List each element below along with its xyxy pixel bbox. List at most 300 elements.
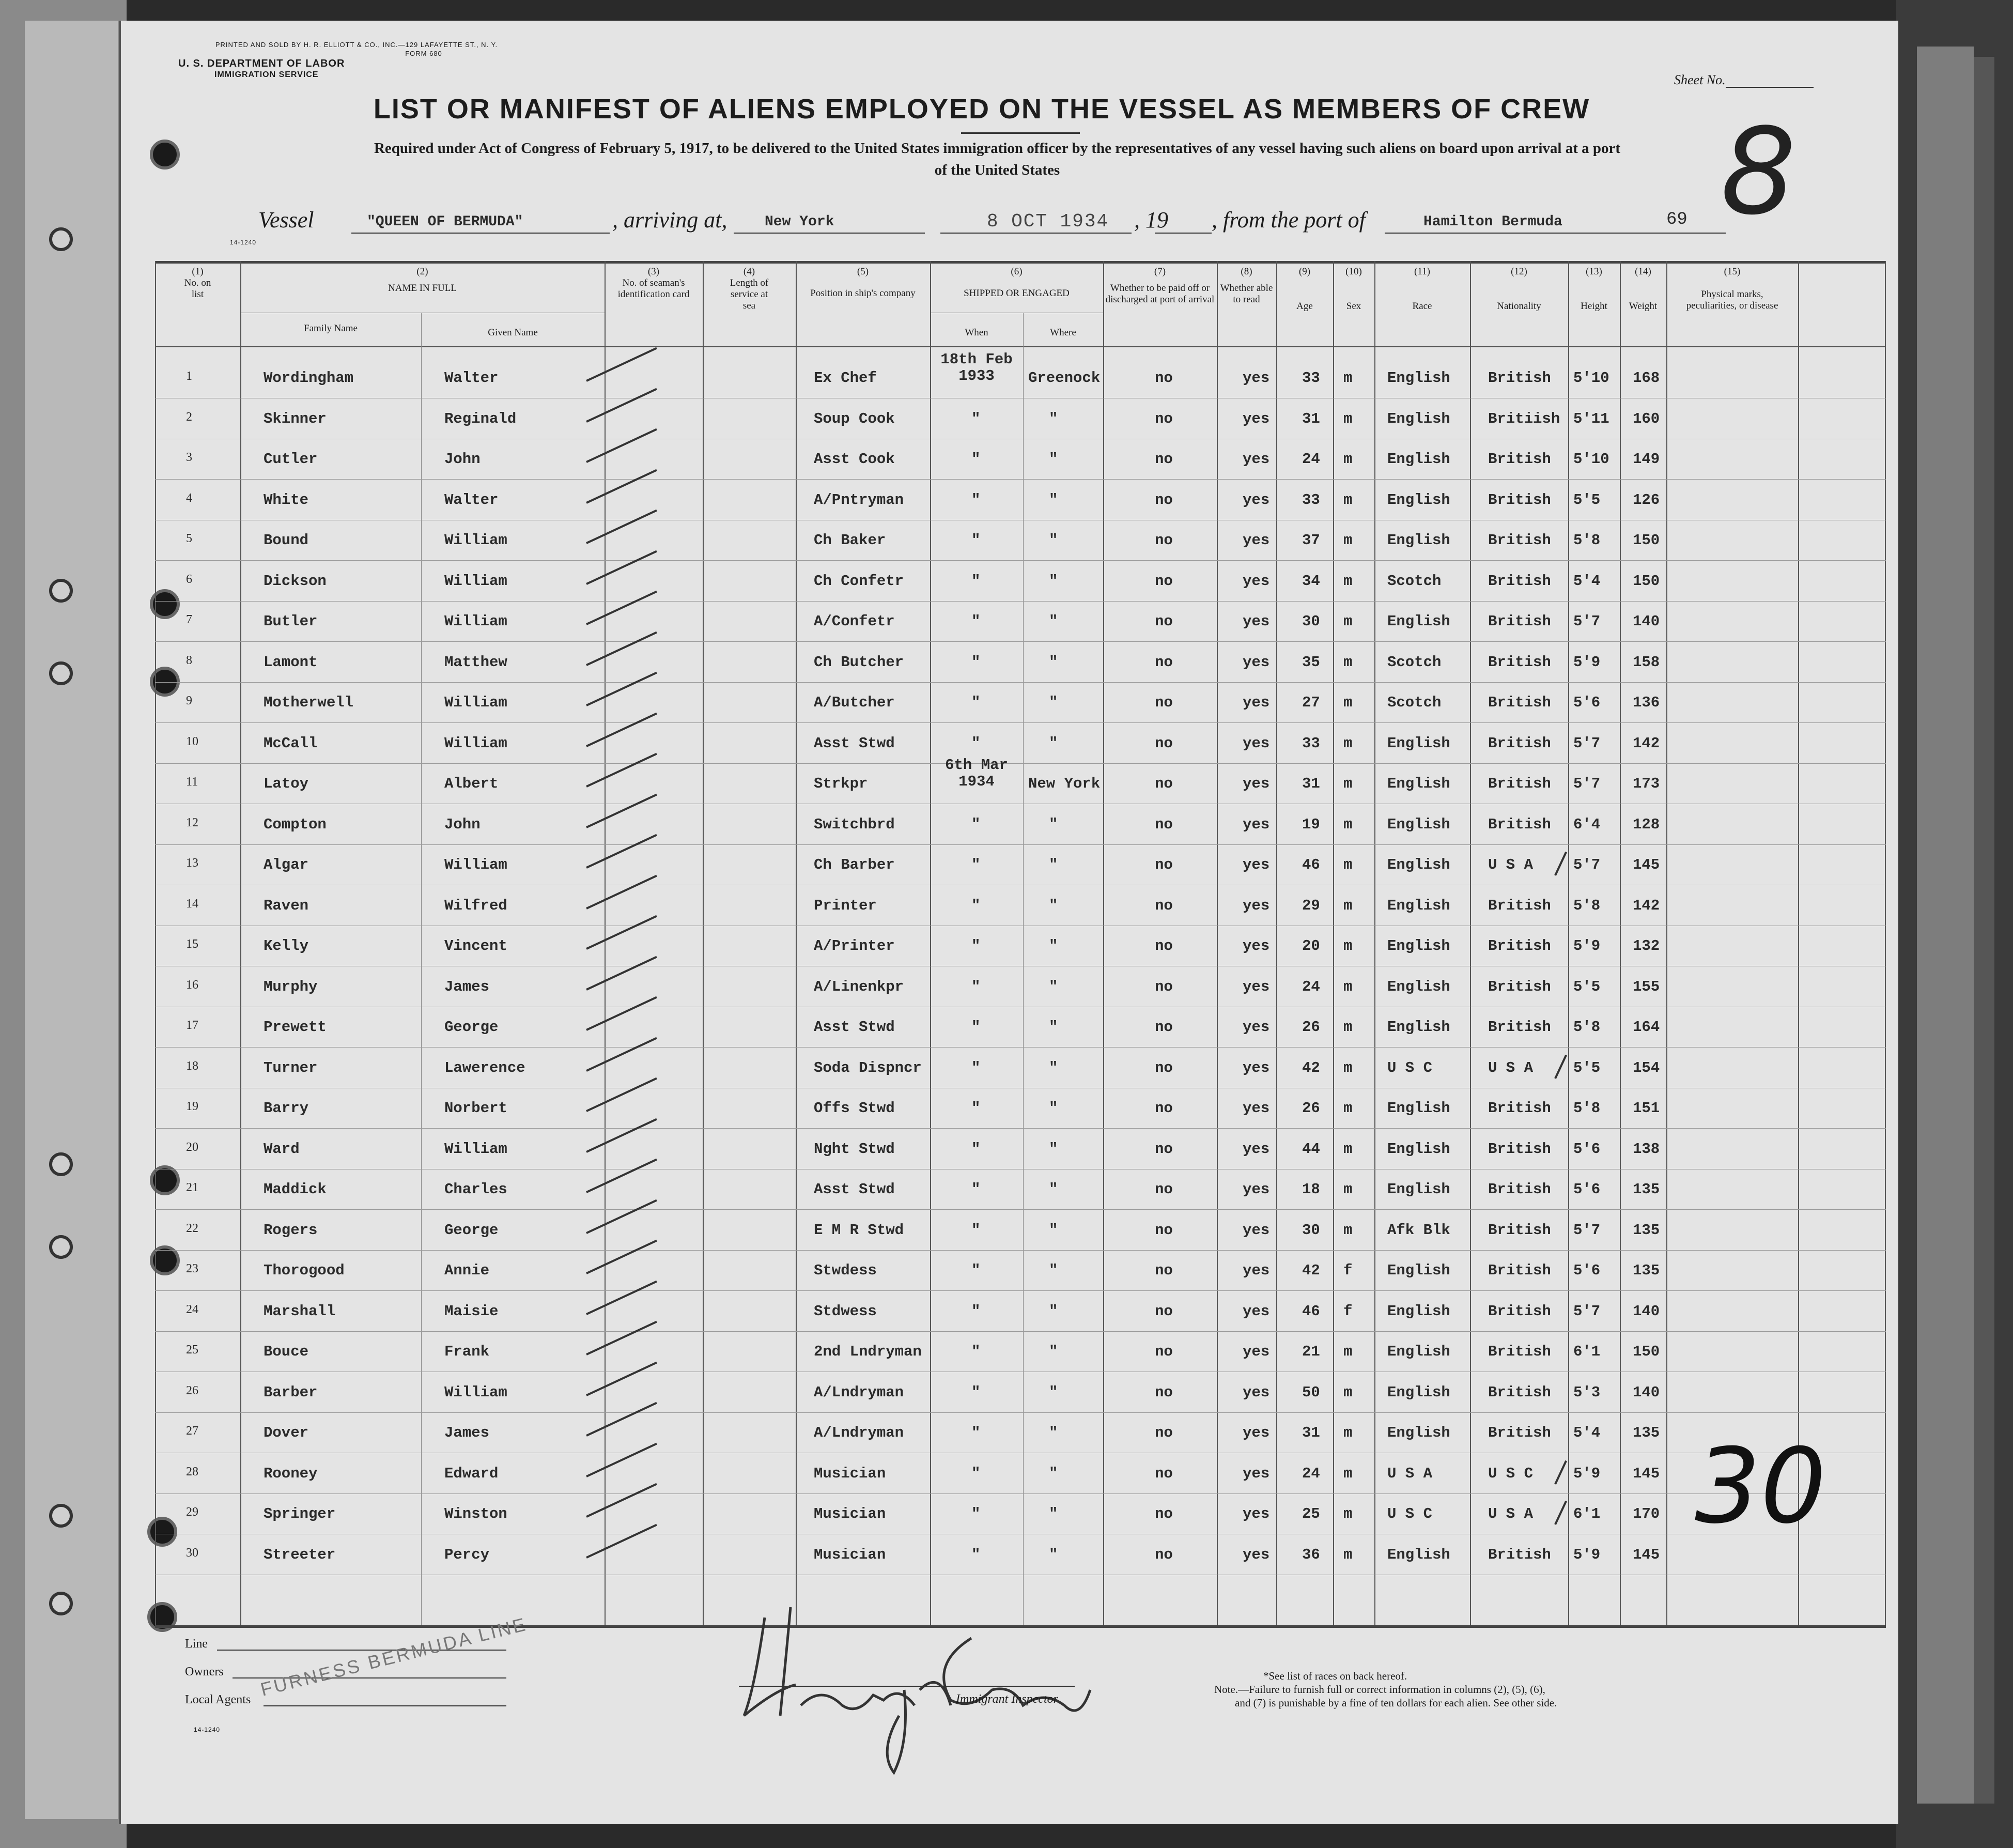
cell-age: 24 bbox=[1302, 978, 1320, 995]
cell-nationality: British bbox=[1488, 1343, 1551, 1360]
cell-nationality: British bbox=[1488, 653, 1551, 671]
cell-height: 5'8 bbox=[1573, 1019, 1601, 1036]
cell-where: New York bbox=[1028, 775, 1101, 792]
cell-weight: 164 bbox=[1633, 1019, 1660, 1036]
col-header-when: When bbox=[965, 327, 988, 338]
cell-position: Asst Stwd bbox=[814, 1019, 895, 1036]
cell-family: White bbox=[264, 491, 309, 509]
cell-given: Vincent bbox=[444, 937, 507, 954]
cell-family: Bouce bbox=[264, 1343, 309, 1360]
cell-when: " bbox=[971, 1100, 981, 1117]
cell-nationality: British bbox=[1488, 897, 1551, 914]
cell-weight: 136 bbox=[1633, 694, 1660, 711]
cell-weight: 142 bbox=[1633, 897, 1660, 914]
cell-family: Rogers bbox=[264, 1221, 318, 1239]
cell-no: 27 bbox=[186, 1424, 198, 1438]
cell-where: " bbox=[1049, 1465, 1058, 1482]
cell-nationality: British bbox=[1488, 1302, 1551, 1320]
cell-age: 19 bbox=[1302, 815, 1320, 833]
cell-position: Soda Dispncr bbox=[814, 1059, 922, 1076]
cell-race: English bbox=[1387, 1424, 1450, 1441]
cell-read: yes bbox=[1243, 1343, 1270, 1360]
cell-race: English bbox=[1387, 897, 1450, 914]
cell-nationality: British bbox=[1488, 1019, 1551, 1036]
table-row bbox=[155, 603, 1886, 639]
cell-when: " bbox=[971, 978, 981, 995]
cell-family: Cutler bbox=[264, 451, 318, 468]
cell-position: A/Confetr bbox=[814, 613, 895, 630]
cell-age: 42 bbox=[1302, 1262, 1320, 1279]
cell-where: " bbox=[1049, 1059, 1058, 1076]
cell-paid: no bbox=[1155, 937, 1173, 954]
cell-nationality: British bbox=[1488, 1181, 1551, 1198]
row-rule bbox=[155, 1412, 1886, 1413]
cell-no: 25 bbox=[186, 1343, 198, 1357]
cell-age: 20 bbox=[1302, 937, 1320, 954]
cell-where: " bbox=[1049, 532, 1058, 549]
col-header-sex: (10) Sex bbox=[1345, 266, 1362, 312]
cell-age: 50 bbox=[1302, 1383, 1320, 1401]
cell-position: Nght Stwd bbox=[814, 1140, 895, 1158]
cell-height: 5'5 bbox=[1573, 1059, 1601, 1076]
cell-position: A/Printer bbox=[814, 937, 895, 954]
cell-weight: 138 bbox=[1633, 1140, 1660, 1158]
cell-height: 5'5 bbox=[1573, 978, 1601, 995]
cell-height: 5'8 bbox=[1573, 532, 1601, 549]
page-right-edge bbox=[1896, 0, 2013, 1848]
cell-paid: no bbox=[1155, 1302, 1173, 1320]
cell-family: Butler bbox=[264, 613, 318, 630]
cell-height: 5'6 bbox=[1573, 694, 1601, 711]
cell-height: 5'7 bbox=[1573, 1221, 1601, 1239]
binder-hole bbox=[49, 661, 73, 685]
cell-read: yes bbox=[1243, 1140, 1270, 1158]
cell-paid: no bbox=[1155, 1465, 1173, 1482]
vessel-label: Vessel bbox=[258, 207, 314, 233]
cell-sex: m bbox=[1343, 1383, 1353, 1401]
page-title: LIST OR MANIFEST OF ALIENS EMPLOYED ON THE VESSEL AS MEMBERS OF CREW bbox=[373, 94, 1590, 125]
cell-when: " bbox=[971, 937, 981, 954]
col-header-physical-marks: (15) Physical marks, peculiarities, or disease bbox=[1686, 266, 1778, 311]
row-rule bbox=[155, 763, 1886, 764]
cell-read: yes bbox=[1243, 856, 1270, 873]
cell-sex: m bbox=[1343, 1100, 1353, 1117]
cell-given: Reginald bbox=[444, 410, 517, 427]
cell-age: 46 bbox=[1302, 856, 1320, 873]
cell-when: " bbox=[971, 1505, 981, 1522]
cell-nationality: U S A bbox=[1488, 1505, 1534, 1522]
cell-paid: no bbox=[1155, 1383, 1173, 1401]
cell-where: " bbox=[1049, 1302, 1058, 1320]
arriving-port-line bbox=[734, 233, 925, 234]
cell-when: " bbox=[971, 1262, 981, 1279]
cell-when: " bbox=[971, 1383, 981, 1401]
cell-race: Scotch bbox=[1387, 653, 1442, 671]
table-row bbox=[155, 1495, 1886, 1531]
cell-height: 6'1 bbox=[1573, 1343, 1601, 1360]
cell-given: Walter bbox=[444, 369, 499, 387]
col-header-given-name: Given Name bbox=[488, 327, 538, 338]
from-port-label: , from the port of bbox=[1212, 207, 1366, 233]
cell-age: 35 bbox=[1302, 653, 1320, 671]
cell-family: Maddick bbox=[264, 1181, 327, 1198]
cell-family: Prewett bbox=[264, 1019, 327, 1036]
cell-where: Greenock bbox=[1028, 369, 1101, 387]
cell-given: William bbox=[444, 613, 507, 630]
cell-age: 30 bbox=[1302, 1221, 1320, 1239]
cell-paid: no bbox=[1155, 572, 1173, 590]
hand-annotation-mark bbox=[1554, 1501, 1567, 1525]
cell-paid: no bbox=[1155, 532, 1173, 549]
cell-age: 33 bbox=[1302, 491, 1320, 509]
cell-sex: m bbox=[1343, 613, 1353, 630]
cell-where: " bbox=[1049, 897, 1058, 914]
page-stack-strip bbox=[1917, 47, 1974, 1804]
arriving-label: , arriving at, bbox=[612, 207, 727, 233]
cell-given: William bbox=[444, 734, 507, 752]
table-row bbox=[155, 1414, 1886, 1450]
cell-read: yes bbox=[1243, 1059, 1270, 1076]
printer-credit: PRINTED AND SOLD BY H. R. ELLIOTT & CO., INC.—129 LAFAYETTE ST., N. Y. FORM 680 bbox=[215, 41, 498, 57]
cell-when: " bbox=[971, 1424, 981, 1441]
table-row bbox=[155, 1374, 1886, 1410]
cell-no: 17 bbox=[186, 1019, 198, 1032]
footnote: *See list of races on back hereof. Note.—Failure to furnish full or correct information in columns (2), (5), (6), and (7) is punishable by a fine of ten dollars for each alien. See other side. bbox=[1214, 1670, 1557, 1709]
cell-position: Ch Baker bbox=[814, 532, 886, 549]
cell-nationality: British bbox=[1488, 775, 1551, 792]
cell-weight: 140 bbox=[1633, 613, 1660, 630]
manifest-number: 69 bbox=[1666, 210, 1687, 229]
cell-race: Scotch bbox=[1387, 694, 1442, 711]
table-row bbox=[155, 1292, 1886, 1329]
cell-height: 5'5 bbox=[1573, 491, 1601, 509]
cell-weight: 135 bbox=[1633, 1221, 1660, 1239]
cell-paid: no bbox=[1155, 451, 1173, 468]
cell-height: 5'6 bbox=[1573, 1181, 1601, 1198]
cell-nationality: British bbox=[1488, 694, 1551, 711]
cell-paid: no bbox=[1155, 815, 1173, 833]
cell-age: 26 bbox=[1302, 1100, 1320, 1117]
cell-read: yes bbox=[1243, 1302, 1270, 1320]
cell-sex: m bbox=[1343, 694, 1353, 711]
cell-where: " bbox=[1049, 815, 1058, 833]
table-row bbox=[155, 351, 1886, 395]
table-row bbox=[155, 1130, 1886, 1166]
cell-race: English bbox=[1387, 613, 1450, 630]
cell-paid: no bbox=[1155, 1262, 1173, 1279]
cell-family: Barber bbox=[264, 1383, 318, 1401]
table-row bbox=[155, 1049, 1886, 1085]
cell-weight: 154 bbox=[1633, 1059, 1660, 1076]
cell-position: A/Lndryman bbox=[814, 1424, 904, 1441]
cell-when: " bbox=[971, 1181, 981, 1198]
row-rule bbox=[155, 560, 1886, 561]
cell-nationality: U S C bbox=[1488, 1465, 1534, 1482]
cell-sex: m bbox=[1343, 856, 1353, 873]
cell-nationality: British bbox=[1488, 1546, 1551, 1563]
cell-given: Walter bbox=[444, 491, 499, 509]
cell-no: 2 bbox=[186, 410, 192, 424]
cell-race: English bbox=[1387, 451, 1450, 468]
cell-read: yes bbox=[1243, 734, 1270, 752]
cell-weight: 155 bbox=[1633, 978, 1660, 995]
cell-race: U S C bbox=[1387, 1505, 1433, 1522]
cell-read: yes bbox=[1243, 1262, 1270, 1279]
cell-age: 37 bbox=[1302, 532, 1320, 549]
cell-read: yes bbox=[1243, 653, 1270, 671]
binder-hole bbox=[49, 1592, 73, 1615]
cell-race: U S A bbox=[1387, 1465, 1433, 1482]
table-row bbox=[155, 887, 1886, 923]
cell-nationality: British bbox=[1488, 532, 1551, 549]
cell-given: Lawerence bbox=[444, 1059, 525, 1076]
cell-read: yes bbox=[1243, 1221, 1270, 1239]
cell-position: Switchbrd bbox=[814, 815, 895, 833]
cell-where: " bbox=[1049, 1140, 1058, 1158]
cell-height: 5'8 bbox=[1573, 897, 1601, 914]
cell-nationality: British bbox=[1488, 1262, 1551, 1279]
cell-nationality: British bbox=[1488, 572, 1551, 590]
cell-position: Ch Butcher bbox=[814, 653, 904, 671]
cell-height: 5'10 bbox=[1573, 451, 1609, 468]
cell-when: " bbox=[971, 1221, 981, 1239]
cell-race: English bbox=[1387, 775, 1450, 792]
cell-read: yes bbox=[1243, 1465, 1270, 1482]
cell-paid: no bbox=[1155, 856, 1173, 873]
cell-weight: 128 bbox=[1633, 815, 1660, 833]
cell-race: English bbox=[1387, 410, 1450, 427]
from-port: Hamilton Bermuda bbox=[1423, 214, 1562, 230]
cell-sex: m bbox=[1343, 1424, 1353, 1441]
cell-when: " bbox=[971, 532, 981, 549]
cell-sex: m bbox=[1343, 1140, 1353, 1158]
form-code: 14-1240 bbox=[230, 239, 257, 246]
cell-position: A/Lndryman bbox=[814, 1383, 904, 1401]
table-row bbox=[155, 1455, 1886, 1491]
sheet-number-label: Sheet No. bbox=[1674, 72, 1726, 87]
table-top-border bbox=[155, 261, 1886, 264]
cell-family: Springer bbox=[264, 1505, 336, 1522]
date-stamp: 8 OCT 1934 bbox=[987, 211, 1109, 232]
row-rule bbox=[155, 1047, 1886, 1048]
cell-when: " bbox=[971, 1546, 981, 1563]
cell-where: " bbox=[1049, 653, 1058, 671]
cell-height: 5'7 bbox=[1573, 856, 1601, 873]
cell-height: 5'6 bbox=[1573, 1140, 1601, 1158]
cell-position: Offs Stwd bbox=[814, 1100, 895, 1117]
cell-no: 7 bbox=[186, 613, 192, 626]
col-header-service-length: (4) Length of service at sea bbox=[730, 266, 769, 311]
table-row bbox=[155, 440, 1886, 476]
hand-check-mark bbox=[586, 347, 657, 382]
cell-when: " bbox=[971, 1059, 981, 1076]
row-rule bbox=[155, 1209, 1886, 1210]
cell-no: 14 bbox=[186, 897, 198, 911]
cell-where: " bbox=[1049, 694, 1058, 711]
cell-weight: 149 bbox=[1633, 451, 1660, 468]
cell-age: 24 bbox=[1302, 451, 1320, 468]
cell-height: 6'1 bbox=[1573, 1505, 1601, 1522]
cell-height: 5'9 bbox=[1573, 1546, 1601, 1563]
cell-read: yes bbox=[1243, 775, 1270, 792]
cell-family: Marshall bbox=[264, 1302, 336, 1320]
cell-read: yes bbox=[1243, 815, 1270, 833]
cell-race: Afk Blk bbox=[1387, 1221, 1450, 1239]
cell-sex: m bbox=[1343, 532, 1353, 549]
table-row bbox=[155, 643, 1886, 680]
cell-nationality: British bbox=[1488, 1140, 1551, 1158]
cell-weight: 140 bbox=[1633, 1383, 1660, 1401]
col-header-family-name: Family Name bbox=[304, 323, 358, 334]
cell-paid: no bbox=[1155, 1424, 1173, 1441]
table-row bbox=[155, 806, 1886, 842]
cell-height: 6'4 bbox=[1573, 815, 1601, 833]
cell-given: Norbert bbox=[444, 1100, 507, 1117]
cell-position: Musician bbox=[814, 1465, 886, 1482]
cell-no: 12 bbox=[186, 815, 198, 829]
cell-when: " bbox=[971, 410, 981, 427]
cell-paid: no bbox=[1155, 1343, 1173, 1360]
table-row bbox=[155, 481, 1886, 517]
cell-race: Scotch bbox=[1387, 572, 1442, 590]
cell-when: " bbox=[971, 613, 981, 630]
cell-weight: 126 bbox=[1633, 491, 1660, 509]
cell-paid: no bbox=[1155, 1221, 1173, 1239]
page-stack-strip bbox=[1974, 57, 1994, 1804]
cell-where: " bbox=[1049, 451, 1058, 468]
cell-nationality: British bbox=[1488, 978, 1551, 995]
cell-family: Bound bbox=[264, 532, 309, 549]
cell-height: 5'4 bbox=[1573, 572, 1601, 590]
cell-nationality: British bbox=[1488, 1424, 1551, 1441]
cell-nationality: British bbox=[1488, 1221, 1551, 1239]
cell-weight: 170 bbox=[1633, 1505, 1660, 1522]
col-header-where: Where bbox=[1050, 327, 1076, 338]
binder-edge bbox=[0, 0, 127, 1848]
cell-paid: no bbox=[1155, 734, 1173, 752]
cell-race: English bbox=[1387, 1302, 1450, 1320]
cell-read: yes bbox=[1243, 1546, 1270, 1563]
cell-nationality: Britiish bbox=[1488, 410, 1560, 427]
cell-no: 22 bbox=[186, 1221, 198, 1235]
cell-where: " bbox=[1049, 734, 1058, 752]
cell-race: English bbox=[1387, 1181, 1450, 1198]
cell-when: " bbox=[971, 815, 981, 833]
cell-family: Dover bbox=[264, 1424, 309, 1441]
manifest-table bbox=[155, 261, 1886, 1625]
cell-where: " bbox=[1049, 1019, 1058, 1036]
cell-paid: no bbox=[1155, 613, 1173, 630]
row-rule bbox=[155, 1290, 1886, 1291]
cell-sex: m bbox=[1343, 572, 1353, 590]
cell-age: 34 bbox=[1302, 572, 1320, 590]
cell-no: 26 bbox=[186, 1383, 198, 1397]
cell-when: 6th Mar 1934 bbox=[945, 757, 1008, 790]
cell-family: Ward bbox=[264, 1140, 300, 1158]
cell-given: William bbox=[444, 856, 507, 873]
cell-age: 27 bbox=[1302, 694, 1320, 711]
cell-no: 11 bbox=[186, 775, 198, 789]
owners-label: Owners bbox=[185, 1665, 224, 1678]
cell-where: " bbox=[1049, 1181, 1058, 1198]
cell-when: " bbox=[971, 856, 981, 873]
hand-annotation-mark bbox=[1554, 852, 1567, 876]
cell-read: yes bbox=[1243, 451, 1270, 468]
handwritten-total: 30 bbox=[1695, 1426, 1826, 1547]
cell-given: Percy bbox=[444, 1546, 490, 1563]
cell-no: 21 bbox=[186, 1181, 198, 1194]
cell-weight: 151 bbox=[1633, 1100, 1660, 1117]
cell-read: yes bbox=[1243, 369, 1270, 387]
cell-age: 24 bbox=[1302, 1465, 1320, 1482]
binder-hole bbox=[49, 227, 73, 251]
year-prefix: , 19 bbox=[1134, 207, 1168, 233]
cell-where: " bbox=[1049, 1383, 1058, 1401]
cell-weight: 160 bbox=[1633, 410, 1660, 427]
cell-paid: no bbox=[1155, 1181, 1173, 1198]
cell-sex: m bbox=[1343, 1181, 1353, 1198]
cell-sex: m bbox=[1343, 1546, 1353, 1563]
cell-when: " bbox=[971, 451, 981, 468]
cell-read: yes bbox=[1243, 1019, 1270, 1036]
cell-position: A/Pntryman bbox=[814, 491, 904, 509]
cell-paid: no bbox=[1155, 1546, 1173, 1563]
inspector-label: Immigrant Inspector bbox=[956, 1692, 1058, 1706]
cell-no: 5 bbox=[186, 532, 192, 545]
cell-paid: no bbox=[1155, 1019, 1173, 1036]
cell-race: English bbox=[1387, 1019, 1450, 1036]
cell-given: Albert bbox=[444, 775, 499, 792]
binder-hole bbox=[49, 1152, 73, 1176]
cell-where: " bbox=[1049, 856, 1058, 873]
cell-height: 5'8 bbox=[1573, 1100, 1601, 1117]
cell-height: 5'10 bbox=[1573, 369, 1609, 387]
cell-given: Maisie bbox=[444, 1302, 499, 1320]
table-row bbox=[155, 400, 1886, 436]
cell-family: Dickson bbox=[264, 572, 327, 590]
binder-inner bbox=[25, 21, 118, 1819]
cell-sex: m bbox=[1343, 1059, 1353, 1076]
cell-race: English bbox=[1387, 1546, 1450, 1563]
cell-weight: 132 bbox=[1633, 937, 1660, 954]
cell-paid: no bbox=[1155, 1505, 1173, 1522]
cell-when: " bbox=[971, 897, 981, 914]
cell-no: 15 bbox=[186, 937, 198, 951]
cell-race: English bbox=[1387, 1343, 1450, 1360]
date-line bbox=[940, 233, 1132, 234]
cell-weight: 173 bbox=[1633, 775, 1660, 792]
cell-given: William bbox=[444, 532, 507, 549]
cell-sex: f bbox=[1343, 1302, 1353, 1320]
department-heading: U. S. DEPARTMENT OF LABOR IMMIGRATION SERVICE bbox=[178, 58, 345, 79]
sheet-number-line bbox=[1726, 87, 1814, 88]
cell-nationality: British bbox=[1488, 613, 1551, 630]
cell-where: " bbox=[1049, 1505, 1058, 1522]
cell-family: McCall bbox=[264, 734, 318, 752]
cell-paid: no bbox=[1155, 410, 1173, 427]
year-suffix: 19 bbox=[1145, 207, 1168, 233]
binder-hole bbox=[49, 1504, 73, 1528]
cell-family: Turner bbox=[264, 1059, 318, 1076]
cell-where: " bbox=[1049, 1262, 1058, 1279]
cell-family: Raven bbox=[264, 897, 309, 914]
cell-sex: m bbox=[1343, 1505, 1353, 1522]
cell-nationality: British bbox=[1488, 491, 1551, 509]
cell-position: E M R Stwd bbox=[814, 1221, 904, 1239]
cell-given: Matthew bbox=[444, 653, 507, 671]
cell-when: " bbox=[971, 734, 981, 752]
cell-age: 31 bbox=[1302, 410, 1320, 427]
